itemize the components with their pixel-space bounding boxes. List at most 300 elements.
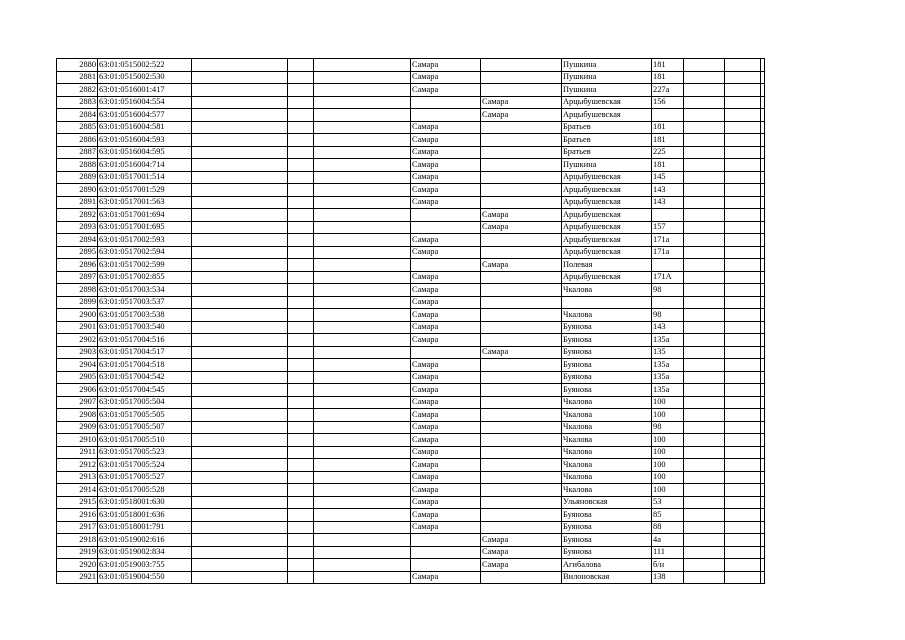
empty-cell [684,509,725,522]
empty-cell [192,559,288,572]
empty-cell [684,571,725,584]
empty-cell [761,59,765,72]
empty-cell [192,184,288,197]
empty-cell [761,521,765,534]
empty-cell [725,459,761,472]
table-row [57,234,765,247]
empty-cell [192,296,288,309]
city-cell: Самара [411,421,481,434]
empty-cell [288,159,314,172]
empty-cell [684,384,725,397]
locality-cell [481,284,562,297]
empty-cell [725,146,761,159]
empty-cell [314,334,411,347]
street-cell: Буянова [562,384,652,397]
cadastral-number: 63:01:0517005:504 [98,396,192,409]
empty-cell [314,196,411,209]
city-cell [411,209,481,222]
house-number-cell: 135а [652,384,684,397]
row-number: 2901 [57,321,98,334]
empty-cell [684,96,725,109]
house-number-cell: 171а [652,234,684,247]
city-cell: Самара [411,434,481,447]
city-cell: Самара [411,521,481,534]
empty-cell [684,234,725,247]
locality-cell [481,196,562,209]
empty-cell [761,571,765,584]
empty-cell [725,109,761,122]
empty-cell [725,446,761,459]
locality-cell [481,121,562,134]
empty-cell [314,184,411,197]
empty-cell [314,84,411,97]
empty-cell [725,284,761,297]
house-number-cell: 135а [652,359,684,372]
empty-cell [314,146,411,159]
locality-cell [481,171,562,184]
empty-cell [725,546,761,559]
house-number-cell: 143 [652,184,684,197]
empty-cell [314,534,411,547]
street-cell: Арцыбушевская [562,96,652,109]
cadastral-number: 63:01:0517002:599 [98,259,192,272]
empty-cell [192,159,288,172]
street-cell: Арцыбушевская [562,209,652,222]
empty-cell [761,159,765,172]
city-cell: Самара [411,509,481,522]
locality-cell: Самара [481,346,562,359]
street-cell: Чкалова [562,471,652,484]
locality-cell: Самара [481,546,562,559]
cadastral-number: 63:01:0517005:510 [98,434,192,447]
locality-cell [481,134,562,147]
empty-cell [761,396,765,409]
empty-cell [684,359,725,372]
street-cell: Пушкина [562,84,652,97]
table-row [57,121,765,134]
cadastral-number: 63:01:0517003:537 [98,296,192,309]
empty-cell [761,459,765,472]
city-cell [411,96,481,109]
empty-cell [725,159,761,172]
locality-cell [481,421,562,434]
empty-cell [761,121,765,134]
cadastral-number: 63:01:0515002:530 [98,71,192,84]
street-cell [562,296,652,309]
row-number: 2907 [57,396,98,409]
city-cell: Самара [411,271,481,284]
house-number-cell: 98 [652,309,684,322]
empty-cell [761,309,765,322]
empty-cell [314,396,411,409]
table-row [57,421,765,434]
empty-cell [761,484,765,497]
empty-cell [288,421,314,434]
empty-cell [192,146,288,159]
empty-cell [314,234,411,247]
empty-cell [288,471,314,484]
empty-cell [684,496,725,509]
city-cell: Самара [411,246,481,259]
empty-cell [288,209,314,222]
row-number: 2898 [57,284,98,297]
house-number-cell: 135а [652,371,684,384]
cadastral-number: 63:01:0517001:529 [98,184,192,197]
city-cell: Самара [411,471,481,484]
house-number-cell: 143 [652,196,684,209]
empty-cell [725,196,761,209]
locality-cell [481,446,562,459]
city-cell: Самара [411,71,481,84]
empty-cell [192,571,288,584]
empty-cell [288,296,314,309]
empty-cell [761,546,765,559]
city-cell: Самара [411,359,481,372]
empty-cell [314,309,411,322]
empty-cell [192,496,288,509]
empty-cell [192,284,288,297]
table-row [57,534,765,547]
empty-cell [288,109,314,122]
locality-cell [481,84,562,97]
city-cell: Самара [411,371,481,384]
empty-cell [725,409,761,422]
empty-cell [288,459,314,472]
locality-cell: Самара [481,259,562,272]
table-row [57,271,765,284]
row-number: 2916 [57,509,98,522]
city-cell: Самара [411,484,481,497]
house-number-cell: 100 [652,396,684,409]
empty-cell [288,259,314,272]
empty-cell [314,284,411,297]
city-cell: Самара [411,184,481,197]
locality-cell [481,334,562,347]
row-number: 2913 [57,471,98,484]
empty-cell [725,471,761,484]
street-cell: Арцыбушевская [562,109,652,122]
city-cell: Самара [411,409,481,422]
row-number: 2899 [57,296,98,309]
empty-cell [192,359,288,372]
empty-cell [761,371,765,384]
cadastral-number: 63:01:0517005:507 [98,421,192,434]
empty-cell [192,509,288,522]
house-number-cell: 143 [652,321,684,334]
empty-cell [761,559,765,572]
empty-cell [192,471,288,484]
cadastral-number: 63:01:0517001:695 [98,221,192,234]
empty-cell [725,509,761,522]
register-body [57,59,765,584]
house-number-cell: 181 [652,71,684,84]
street-cell: Арцыбушевская [562,221,652,234]
empty-cell [761,384,765,397]
house-number-cell: 181 [652,59,684,72]
cadastral-number: 63:01:0519003:755 [98,559,192,572]
row-number: 2891 [57,196,98,209]
empty-cell [684,534,725,547]
house-number-cell: 100 [652,409,684,422]
city-cell: Самара [411,134,481,147]
empty-cell [684,134,725,147]
empty-cell [288,559,314,572]
locality-cell: Самара [481,559,562,572]
cadastral-number: 63:01:0517001:694 [98,209,192,222]
empty-cell [192,371,288,384]
empty-cell [725,234,761,247]
empty-cell [192,234,288,247]
empty-cell [725,59,761,72]
empty-cell [761,496,765,509]
house-number-cell [652,296,684,309]
row-number: 2890 [57,184,98,197]
table-row [57,521,765,534]
empty-cell [192,321,288,334]
empty-cell [684,321,725,334]
street-cell: Вилоновская [562,571,652,584]
house-number-cell: 156 [652,96,684,109]
empty-cell [684,146,725,159]
empty-cell [684,221,725,234]
row-number: 2892 [57,209,98,222]
empty-cell [761,196,765,209]
empty-cell [314,246,411,259]
cadastral-number: 63:01:0517004:516 [98,334,192,347]
empty-cell [192,384,288,397]
city-cell: Самара [411,59,481,72]
locality-cell [481,484,562,497]
street-cell: Братьев [562,146,652,159]
cadastral-number: 63:01:0517004:545 [98,384,192,397]
table-row [57,446,765,459]
empty-cell [192,484,288,497]
cadastral-number: 63:01:0517003:538 [98,309,192,322]
empty-cell [761,234,765,247]
row-number: 2906 [57,384,98,397]
row-number: 2911 [57,446,98,459]
empty-cell [725,221,761,234]
table-row [57,196,765,209]
empty-cell [192,309,288,322]
street-cell: Чкалова [562,409,652,422]
row-number: 2889 [57,171,98,184]
house-number-cell: 145 [652,171,684,184]
empty-cell [314,96,411,109]
empty-cell [684,246,725,259]
cadastral-number: 63:01:0517005:524 [98,459,192,472]
row-number: 2903 [57,346,98,359]
house-number-cell: 171А [652,271,684,284]
empty-cell [192,96,288,109]
city-cell: Самара [411,146,481,159]
empty-cell [761,184,765,197]
empty-cell [288,571,314,584]
empty-cell [761,359,765,372]
city-cell: Самара [411,334,481,347]
cadastral-number: 63:01:0517002:593 [98,234,192,247]
empty-cell [288,134,314,147]
empty-cell [314,121,411,134]
empty-cell [725,359,761,372]
house-number-cell: 53 [652,496,684,509]
city-cell: Самара [411,84,481,97]
street-cell: Братьев [562,134,652,147]
empty-cell [192,271,288,284]
empty-cell [288,334,314,347]
empty-cell [288,521,314,534]
locality-cell: Самара [481,109,562,122]
empty-cell [314,434,411,447]
empty-cell [684,71,725,84]
locality-cell [481,246,562,259]
empty-cell [684,109,725,122]
empty-cell [725,96,761,109]
locality-cell [481,571,562,584]
empty-cell [288,359,314,372]
table-row [57,84,765,97]
empty-cell [684,446,725,459]
house-number-cell: 100 [652,446,684,459]
locality-cell [481,309,562,322]
empty-cell [288,246,314,259]
locality-cell [481,509,562,522]
row-number: 2893 [57,221,98,234]
city-cell: Самара [411,234,481,247]
empty-cell [288,546,314,559]
city-cell: Самара [411,321,481,334]
empty-cell [314,109,411,122]
empty-cell [192,521,288,534]
cadastral-number: 63:01:0516004:554 [98,96,192,109]
empty-cell [725,246,761,259]
empty-cell [684,459,725,472]
empty-cell [314,59,411,72]
empty-cell [725,259,761,272]
street-cell: Полевая [562,259,652,272]
house-number-cell: 88 [652,521,684,534]
table-row [57,134,765,147]
city-cell [411,259,481,272]
street-cell: Арцыбушевская [562,171,652,184]
table-row [57,209,765,222]
locality-cell [481,471,562,484]
empty-cell [192,71,288,84]
locality-cell [481,371,562,384]
empty-cell [725,71,761,84]
empty-cell [192,346,288,359]
empty-cell [725,296,761,309]
cadastral-number: 63:01:0518001:630 [98,496,192,509]
empty-cell [314,371,411,384]
table-row [57,459,765,472]
cadastral-number: 63:01:0517001:514 [98,171,192,184]
empty-cell [725,421,761,434]
empty-cell [684,346,725,359]
city-cell [411,346,481,359]
empty-cell [314,571,411,584]
empty-cell [725,571,761,584]
street-cell: Буянова [562,371,652,384]
cadastral-number: 63:01:0516004:581 [98,121,192,134]
cadastral-number: 63:01:0517003:540 [98,321,192,334]
empty-cell [314,496,411,509]
empty-cell [192,121,288,134]
locality-cell: Самара [481,96,562,109]
empty-cell [761,96,765,109]
house-number-cell: 181 [652,159,684,172]
locality-cell [481,271,562,284]
empty-cell [761,296,765,309]
empty-cell [761,284,765,297]
row-number: 2888 [57,159,98,172]
empty-cell [288,59,314,72]
empty-cell [192,196,288,209]
row-number: 2897 [57,271,98,284]
empty-cell [288,234,314,247]
empty-cell [684,396,725,409]
empty-cell [192,209,288,222]
street-cell: Агибалова [562,559,652,572]
row-number: 2921 [57,571,98,584]
empty-cell [314,271,411,284]
empty-cell [761,409,765,422]
empty-cell [684,159,725,172]
empty-cell [684,121,725,134]
empty-cell [288,496,314,509]
empty-cell [288,434,314,447]
cadastral-number: 63:01:0518001:791 [98,521,192,534]
row-number: 2909 [57,421,98,434]
locality-cell [481,71,562,84]
street-cell: Чкалова [562,421,652,434]
cadastral-number: 63:01:0516004:714 [98,159,192,172]
empty-cell [761,146,765,159]
empty-cell [288,146,314,159]
empty-cell [684,521,725,534]
row-number: 2882 [57,84,98,97]
empty-cell [314,321,411,334]
house-number-cell: 100 [652,434,684,447]
empty-cell [761,509,765,522]
empty-cell [725,121,761,134]
cadastral-number: 63:01:0517004:542 [98,371,192,384]
empty-cell [684,296,725,309]
empty-cell [725,434,761,447]
table-row [57,559,765,572]
house-number-cell [652,109,684,122]
empty-cell [761,321,765,334]
locality-cell: Самара [481,221,562,234]
row-number: 2904 [57,359,98,372]
empty-cell [192,59,288,72]
street-cell: Пушкина [562,71,652,84]
row-number: 2910 [57,434,98,447]
row-number: 2917 [57,521,98,534]
street-cell: Пушкина [562,159,652,172]
street-cell: Буянова [562,346,652,359]
table-row [57,546,765,559]
empty-cell [288,171,314,184]
cadastral-number: 63:01:0517005:527 [98,471,192,484]
street-cell: Буянова [562,334,652,347]
street-cell: Чкалова [562,434,652,447]
empty-cell [761,346,765,359]
empty-cell [288,509,314,522]
empty-cell [761,271,765,284]
table-row [57,346,765,359]
empty-cell [288,84,314,97]
